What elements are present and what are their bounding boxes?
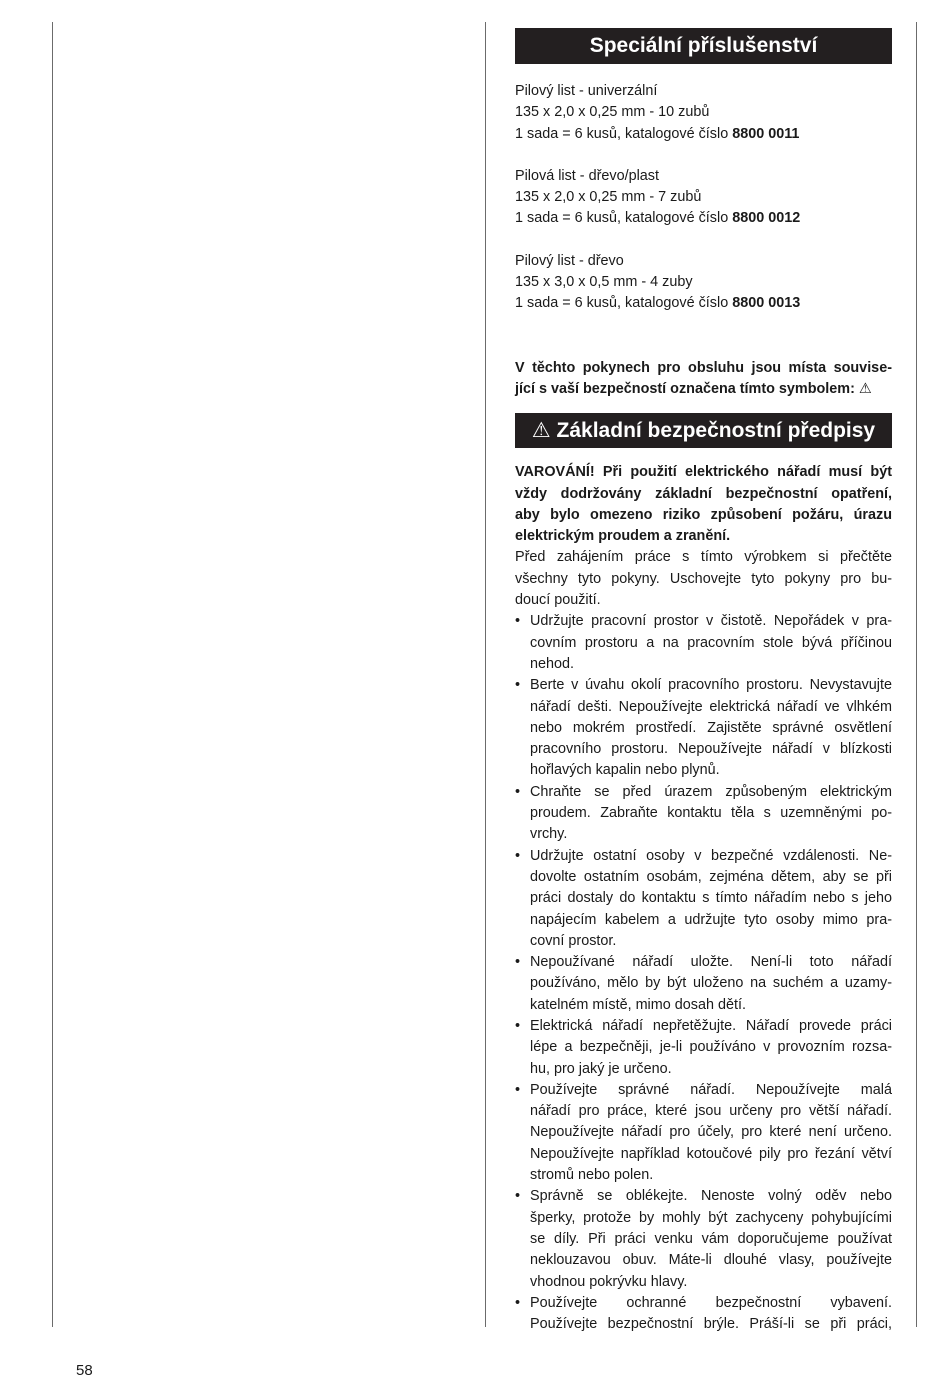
column-rule-left [52, 22, 53, 1327]
accessory-item [515, 81, 892, 145]
bullet-line: • Používejte ochranné bezpečnostní vybavení. [530, 1294, 892, 1311]
bullet-line: • Používejte správné nářadí. Nepoužívejte malá [530, 1081, 892, 1098]
safety-heading: ⚠ Základní bezpečnostní předpisy [515, 413, 892, 448]
intro-line: všechny tyto pokyny. Uschovejte tyto pokyny pro bu- [515, 570, 892, 587]
warning-line: elektrickým proudem a zranění. [515, 528, 731, 545]
accessory-name: Pilový list - univerzální [515, 83, 658, 99]
bullet-line: proudem. Zabraňte kontaktu těla s uzemněnými po- [530, 805, 892, 822]
bullet-line: hořlavých kapalin nebo plynů. [530, 762, 720, 779]
bullet-line: • Udržujte pracovní prostor v čistotě. Nepořádek v pra- [530, 613, 892, 630]
bullet-line: nebo mokrém prostředí. Zajistěte správné osvětlení [530, 719, 892, 736]
accessory-order [515, 293, 892, 314]
accessory-order-number: 8800 0012 [732, 210, 801, 227]
page-number: 58 [76, 1362, 93, 1379]
bullet-line: Nepoužívejte například kotoučové pily pro řezání větví [530, 1145, 892, 1162]
bullet-line: se díly. Při práci venku vám doporučujeme používat [530, 1230, 892, 1247]
column-rule-middle [485, 22, 486, 1327]
bullet-line: neklouzavou obuv. Máte-li dlouhé vlasy, používejte [530, 1252, 892, 1269]
accessory-order [515, 124, 892, 145]
bullet-line: covním prostoru a na pracovním stole bývá příčinou [530, 634, 892, 651]
accessories-list [515, 81, 892, 315]
accessory-order-prefix: 1 sada = 6 kusů, katalogové číslo [515, 210, 729, 227]
bullet-line: pracovního prostoru. Nepoužívejte nářadí v blízkosti [530, 741, 892, 758]
bullet-line: šperky, protože by mohly být zachyceny pohybujícími [530, 1209, 892, 1226]
intro-line: Před zahájením práce s tímto výrobkem si přečtěte [515, 549, 892, 566]
bullet-line: práci dostaly do kontaktu s tímto nářadím nebo s jeho [530, 890, 892, 907]
bullet-line: • Udržujte ostatní osoby v bezpečné vzdálenosti. Ne- [530, 847, 892, 864]
intro-line: doucí použití. [515, 592, 601, 609]
note-line: jící s vaší bezpečností označena tímto symbolem: ⚠ [515, 380, 872, 397]
bullet-line: • Nepoužívané nářadí uložte. Není-li toto nářadí [530, 954, 892, 971]
right-column [515, 28, 892, 1335]
safety-bullet [515, 611, 892, 675]
bullet-line: hu, pro jaký je určeno. [530, 1060, 672, 1077]
warning-line: aby bylo omezeno riziko způsobení požáru, úrazu [515, 506, 892, 523]
bullet-line: • Správně se oblékejte. Nenoste volný oděv nebo [530, 1188, 892, 1205]
safety-bullet [515, 675, 892, 781]
bullet-line: • Elektrická nářadí nepřetěžujte. Nářadí provede práci [530, 1017, 892, 1034]
accessory-item [515, 251, 892, 315]
accessory-order [515, 208, 892, 229]
accessory-name: Pilová list - dřevo/plast [515, 167, 659, 184]
safety-bullet [515, 782, 892, 846]
bullet-line: napájecím kabelem a udržujte tyto osoby mimo pra- [530, 911, 892, 928]
bullet-line: dovolte ostatním osobám, zejména dětem, aby se při [530, 868, 892, 885]
accessory-order-number: 8800 0013 [732, 295, 801, 312]
safety-bullet [515, 1293, 892, 1336]
safety-bullet-list [515, 611, 892, 1335]
bullet-line: • Berte v úvahu okolí pracovního prostoru. Nevystavujte [530, 677, 892, 694]
safety-bullet [515, 1186, 892, 1292]
bullet-line: • Chraňte se před úrazem způsobeným elektrickým [530, 783, 892, 800]
accessory-spec: 135 x 3,0 x 0,5 mm - 4 zuby [515, 274, 693, 291]
accessory-order-number: 8800 0011 [732, 125, 800, 142]
bullet-line: covní prostor. [530, 932, 617, 949]
bullet-line: vhodnou pokrývku hlavy. [530, 1273, 688, 1290]
bullet-line: nehod. [530, 655, 575, 672]
bullet-line: lépe a bezpečněji, je-li používáno v provozním rozsa- [530, 1039, 892, 1056]
column-rule-right [916, 22, 917, 1327]
bullet-line: vrchy. [530, 826, 568, 843]
bullet-line: Používejte bezpečnostní brýle. Práší-li se při práci, [530, 1316, 892, 1333]
safety-bullet [515, 1016, 892, 1080]
accessory-order-prefix: 1 sada = 6 kusů, katalogové číslo [515, 295, 729, 312]
warning-line: VAROVÁNÍ! Při použití elektrického nářadí musí být [515, 464, 892, 481]
bullet-line: nářadí dešti. Nepoužívejte elektrická nářadí ve vlhkém [530, 698, 892, 715]
safety-bullet [515, 952, 892, 1016]
accessory-spec: 135 x 2,0 x 0,25 mm - 7 zubů [515, 189, 702, 206]
accessory-item [515, 166, 892, 230]
safety-bullet [515, 846, 892, 952]
bullet-line: stromů nebo polen. [530, 1167, 654, 1184]
safety-warning [515, 462, 892, 1335]
accessory-spec: 135 x 2,0 x 0,25 mm - 10 zubů [515, 104, 710, 121]
warning-text [515, 462, 892, 547]
warning-line: vždy dodržovány základní bezpečnostní opatření, [515, 485, 892, 502]
intro-text [515, 547, 892, 611]
accessory-order-prefix: 1 sada = 6 kusů, katalogové číslo [515, 125, 729, 142]
bullet-line: Nepoužívejte nářadí pro účely, pro které není určeno. [530, 1124, 892, 1141]
note-line: V těchto pokynech pro obsluhu jsou místa souvise- [515, 359, 892, 376]
safety-symbol-note [515, 358, 892, 401]
accessories-heading: Speciální příslušenství [515, 28, 892, 64]
bullet-line: nářadí pro práce, které jsou určeny pro větší nářadí. [530, 1103, 892, 1120]
bullet-line: katelném místě, mimo dosah dětí. [530, 996, 746, 1013]
safety-bullet [515, 1080, 892, 1186]
accessory-name: Pilový list - dřevo [515, 252, 624, 269]
bullet-line: používáno, mělo by být uloženo na suchém a uzamy- [530, 975, 892, 992]
